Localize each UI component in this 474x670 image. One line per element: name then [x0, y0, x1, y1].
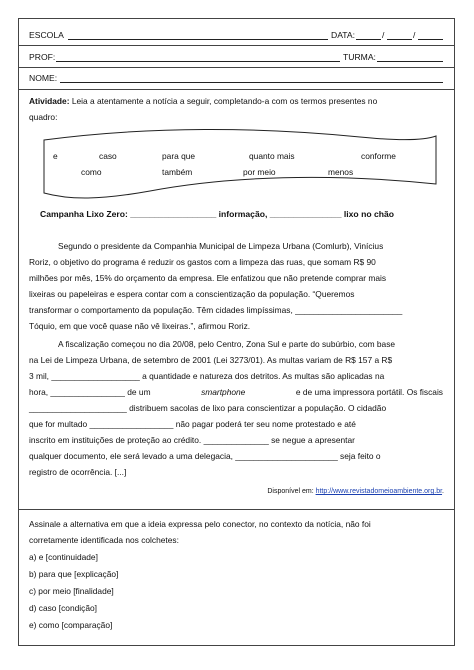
class-label: TURMA:	[343, 52, 376, 62]
question-text: Assinale a alternativa em que a ideia expressa pelo conector, no contexto da notícia, não foi	[29, 519, 371, 529]
article-line: 3 mil, ___________________ a quantidade e natureza dos detritos. As multas são aplicadas na	[29, 371, 385, 381]
word-box-term: quanto mais	[249, 151, 295, 161]
article-line: inscrito em instituições de proteção ao crédito. ______________ se negue a apresentar	[29, 435, 355, 445]
activity-label: Atividade:	[29, 96, 70, 106]
article-line: registro de ocorrência. [...]	[29, 467, 127, 477]
article-line: _____________________ distribuem sacolas de lixo para conscientizar a população. O cidadão	[29, 403, 387, 413]
word-box-term: por meio	[243, 167, 276, 177]
word-box-term: também	[162, 167, 193, 177]
article-title: Campanha Lixo Zero: __________________ informação, _______________ lixo no chão	[40, 209, 395, 219]
teacher-label: PROF:	[29, 52, 56, 62]
source-citation: Disponível em: http://www.revistadomeioambiente.org.br.	[267, 488, 444, 495]
article-line: qualquer documento, ele será levado a uma delegacia, ______________________ seja feito o	[29, 451, 381, 461]
word-box-term: como	[81, 167, 102, 177]
article-line: Roriz, o objetivo do programa é reduzir os gastos com a limpeza das ruas, que somam R$ 90	[29, 257, 376, 267]
word-box-term: menos	[328, 167, 354, 177]
article-line: milhões por mês, 15% do orçamento da empresa. Ele enfatizou que não pretende comprar mais	[29, 273, 387, 283]
word-box-term: caso	[99, 151, 117, 161]
article-line: que for multado __________________ não pagar poderá ter seu nome protestado e até	[29, 419, 356, 429]
activity-text: Leia a atentamente a notícia a seguir, completando-a com os termos presentes no	[71, 96, 378, 106]
source-label: Disponível em:	[267, 488, 314, 495]
date-separator: /	[382, 30, 385, 40]
answer-option[interactable]: d) caso [condição]	[29, 603, 97, 613]
title-blank[interactable]: __________________	[130, 209, 217, 219]
date-separator: /	[413, 30, 416, 40]
article-line: lixeiras ou papeleiras e espera contar com a conscientização da população. “Queremos	[29, 289, 355, 299]
article-line: Tóquio, em que você quase não vê lixeiras.”, afirmou Roriz.	[29, 321, 251, 331]
answer-option[interactable]: e) como [comparação]	[29, 620, 113, 630]
name-label: NOME:	[29, 73, 58, 83]
article-line: na Lei de Limpeza Urbana, de setembro de 2001 (Lei 3273/01). As multas variam de R$ 157 a R$	[29, 355, 393, 365]
source-link[interactable]: http://www.revistadomeioambiente.org.br	[315, 488, 443, 495]
answer-option[interactable]: c) por meio [finalidade]	[29, 586, 114, 596]
article-line: hora, ________________ de um smartphone e de uma impressora portátil. Os fiscais	[29, 387, 443, 397]
article-line: Segundo o presidente da Companhia Municipal de Limpeza Urbana (Comlurb), Vinícius	[58, 241, 384, 251]
answer-option[interactable]: b) para que [explicação]	[29, 569, 119, 579]
date-label: DATA:	[331, 30, 356, 40]
school-label: ESCOLA	[29, 30, 64, 40]
italic-term: smartphone	[201, 387, 246, 397]
article-line: transformar o comportamento da população. Têm cidades limpíssimas, _______________________	[29, 305, 403, 315]
answer-option[interactable]: a) e [continuidade]	[29, 552, 98, 562]
word-box-term: e	[53, 151, 58, 161]
section-divider	[18, 509, 455, 510]
activity-text: quadro:	[29, 112, 58, 122]
title-blank[interactable]: _______________	[269, 209, 342, 219]
article-line: A fiscalização começou no dia 20/08, pelo Centro, Zona Sul e parte do subúrbio, com base	[58, 339, 396, 349]
word-box-term: conforme	[361, 151, 396, 161]
word-box-frame	[0, 0, 474, 210]
question-text: corretamente identificada nos colchetes:	[29, 535, 179, 545]
word-box-term: para que	[162, 151, 196, 161]
